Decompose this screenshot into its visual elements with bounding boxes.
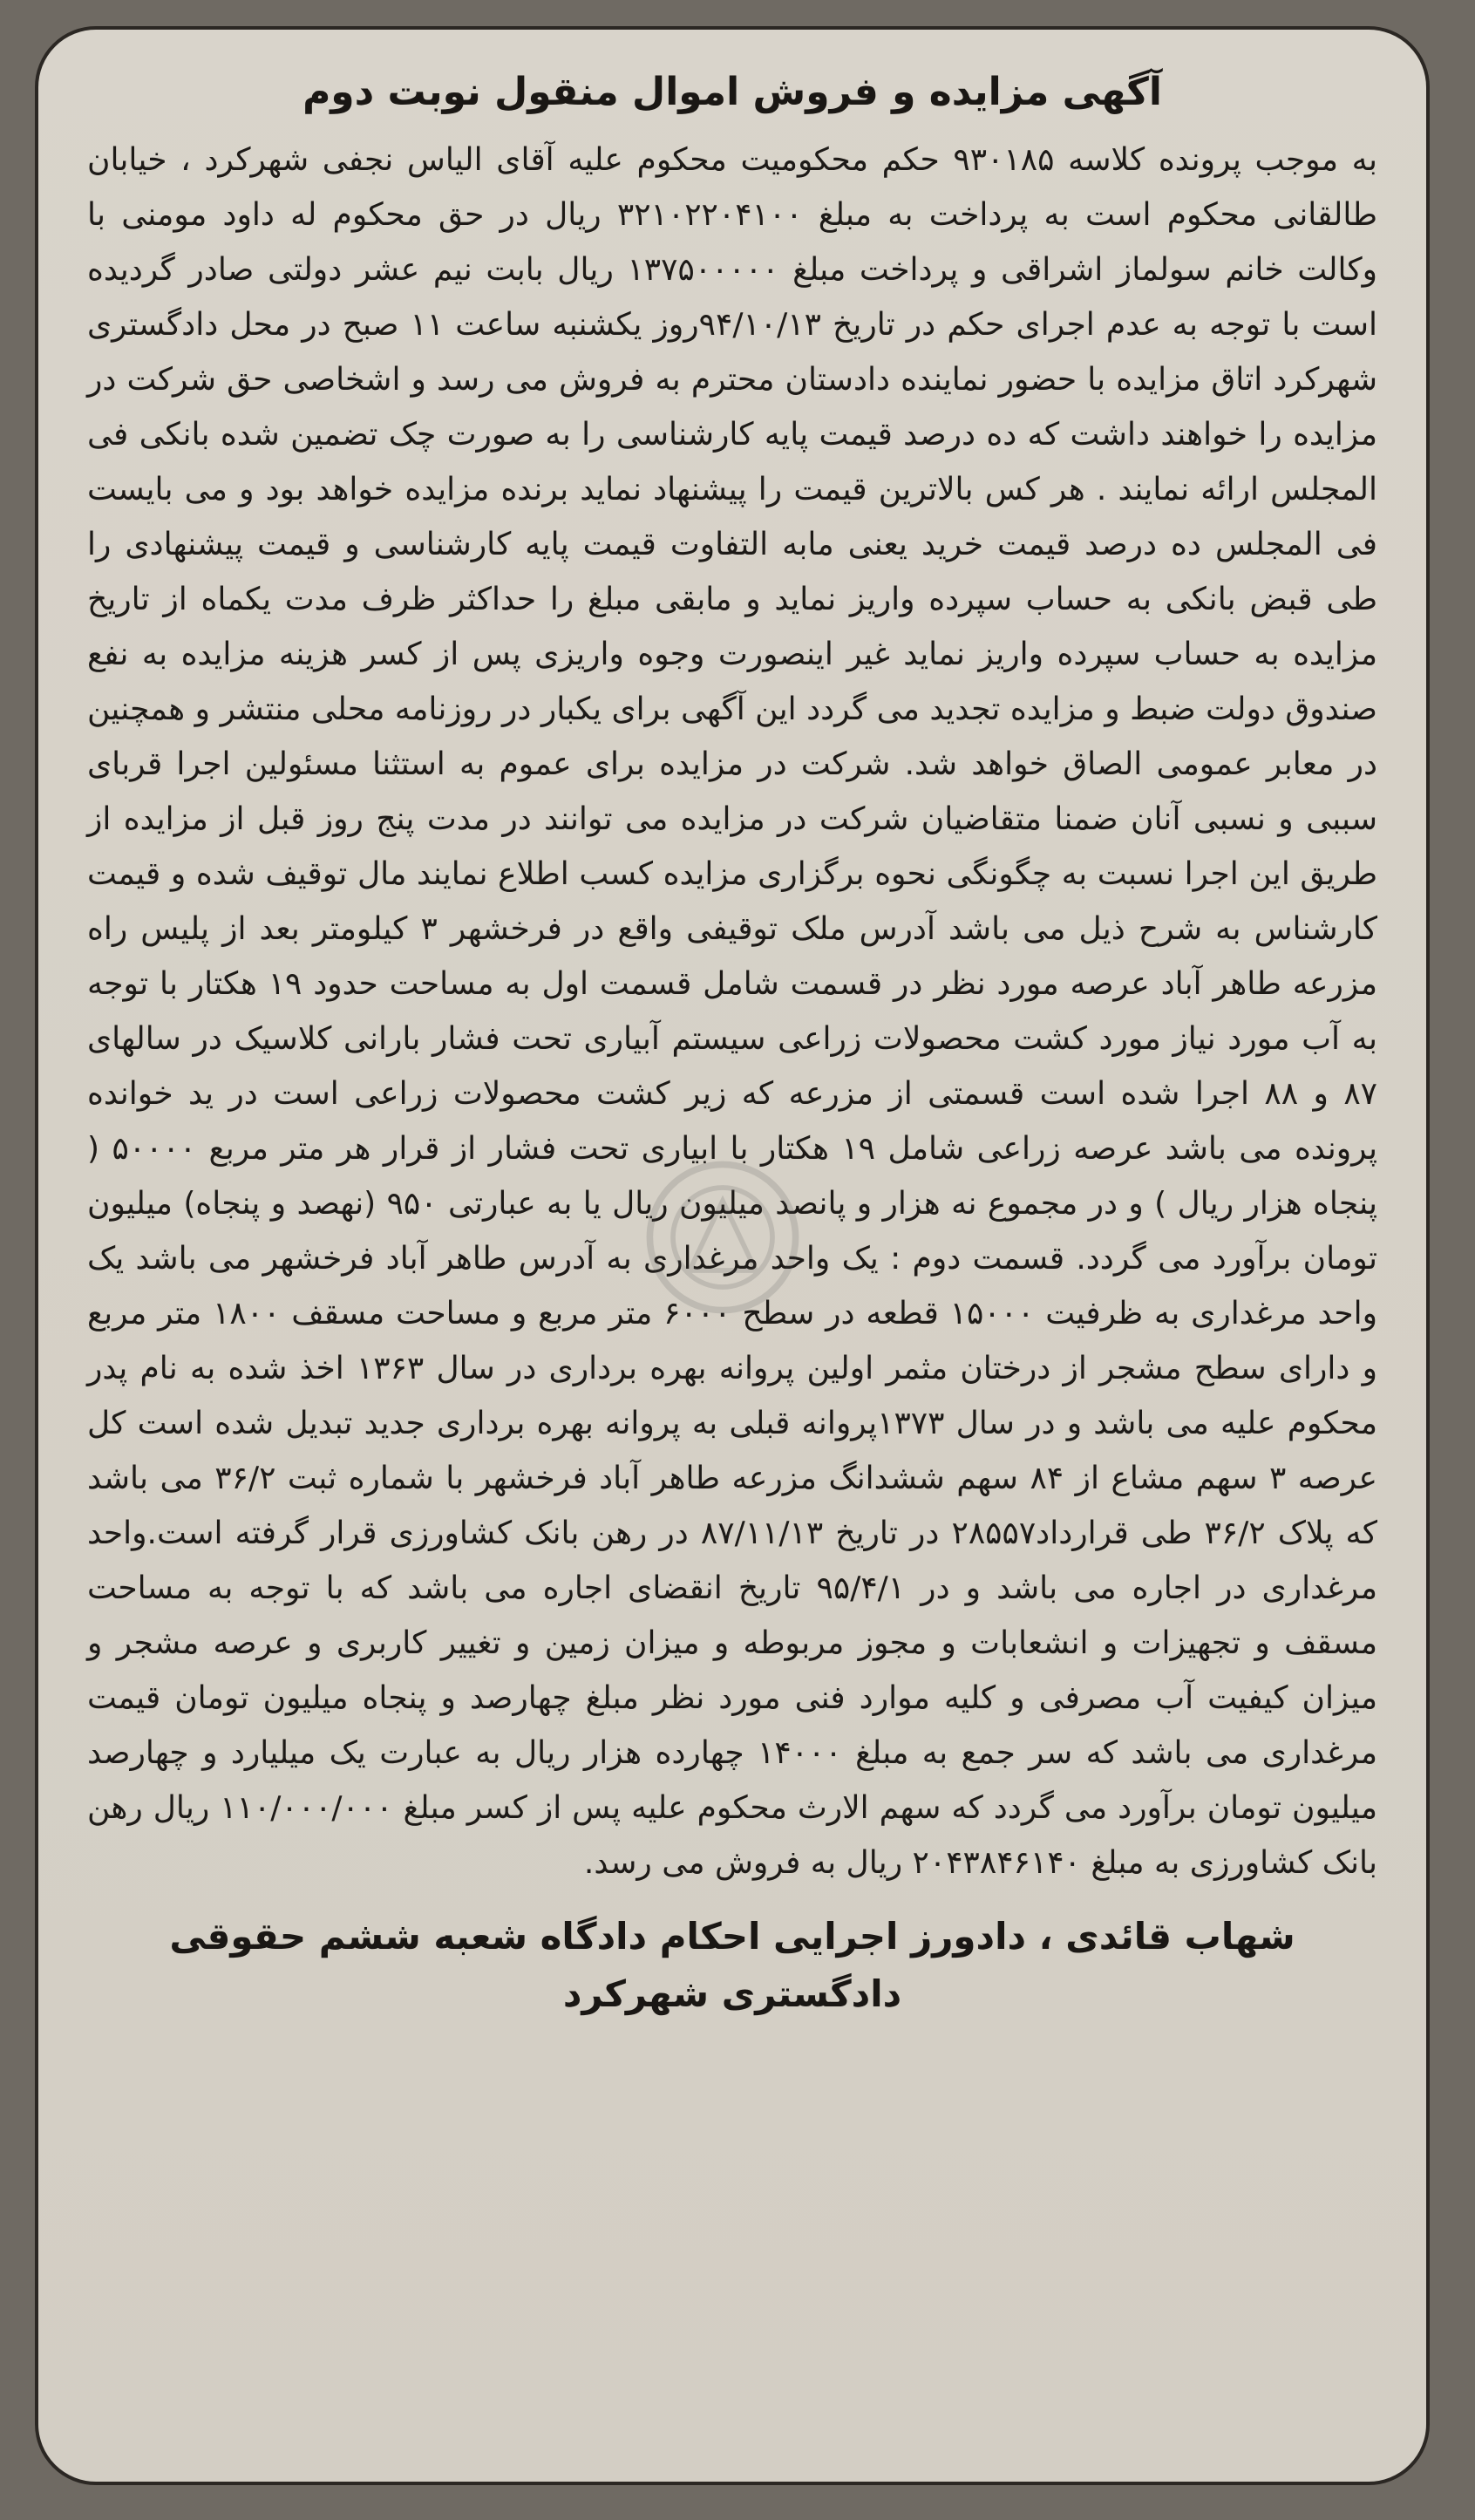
notice-page (35, 26, 1430, 2485)
notice-title: آگهی مزایده و فروش اموال منقول نوبت دوم (302, 70, 1162, 114)
notice-signature: شهاب قائدی ، دادورز اجرایی احکام دادگاه شعبه ششم حقوقی دادگستری شهرکرد (169, 1915, 1295, 2015)
notice-body: به موجب پرونده کلاسه ۹۳۰۱۸۵ حکم محکومیت محکوم علیه آقای الیاس نجفی شهرکرد ، خیابان طالقانی محکوم است به پرداخت به مبلغ ۳۲۱۰۲۲۰۴۱۰۰ ریال در حق محکوم له داود مومنی با وکالت خانم سولماز اشراقی و پرداخت مبلغ ۱۳۷۵۰۰۰۰۰ ریال بابت نیم عشر دولتی صادر گردیده است با توجه به عدم اجرای حکم در تاریخ ۹۴/۱۰/۱۳روز یکشنبه ساعت ۱۱ صبح در محل دادگستری شهرکرد اتاق مزایده با حضور نماینده دادستان محترم به فروش می رسد و اشخاصی حق شرکت در مزایده را خواهند داشت که ده درصد قیمت پایه کارشناسی را به صورت چک تضمین شده بانکی فی المجلس ارائه نمایند . هر کس بالاترین قیمت را پیشنهاد نماید برنده مزایده خواهد بود و می بایست فی المجلس ده درصد قیمت خرید یعنی مابه التفاوت قیمت پایه کارشناسی و قیمت پیشنهادی را طی قبض بانکی به حساب سپرده واریز نماید و مابقی مبلغ را حداکثر ظرف مدت یکماه از تاریخ مزایده به حساب سپرده واریز نماید غیر اینصورت وجوه واریزی پس از کسر هزینه مزایده به نفع صندوق دولت ضبط و مزایده تجدید می گردد این آگهی برای یکبار در روزنامه محلی منتشر و همچنین در معابر عمومی الصاق خواهد شد. شرکت در مزایده برای عموم به استثنا مسئولین اجرا قربای سببی و نسبی آنان ضمنا متقاضیان شرکت در مزایده می توانند در مدت پنج روز قبل از مزایده از طریق این اجرا نسبت به چگونگی نحوه برگزاری مزایده کسب اطلاع نمایند مال توقیف شده و قیمت کارشناس به شرح ذیل می باشد آدرس ملک توقیفی واقع در فرخشهر ۳ کیلومتر بعد از پلیس راه مزرعه طاهر آباد عرصه مورد نظر در قسمت شامل قسمت اول به مساحت حدود ۱۹ هکتار با توجه به آب مورد نیاز مورد کشت محصولات زراعی سیستم آبیاری تحت فشار بارانی کلاسیک در سالهای ۸۷ و ۸۸ اجرا شده است قسمتی از مزرعه که زیر کشت محصولات زراعی است در ید خوانده پرونده می باشد عرصه زراعی شامل ۱۹ هکتار با ابیاری تحت فشار از قرار هر متر مربع ۵۰۰۰۰ ( پنجاه هزار ریال ) و در مجموع نه هزار و پانصد میلیون ریال یا به عبارتی ۹۵۰ (نهصد و پنجاه) میلیون تومان برآورد می گردد. قسمت دوم : یک واحد مرغداری به آدرس طاهر آباد فرخشهر می باشد یک واحد مرغداری به ظرفیت ۱۵۰۰۰ قطعه در سطح ۶۰۰۰ متر مربع و مساحت مسقف ۱۸۰۰ متر مربع و دارای سطح مشجر از درختان مثمر اولین پروانه بهره برداری در سال ۱۳۶۳ اخذ شده به نام پدر محکوم علیه می باشد و در سال ۱۳۷۳پروانه قبلی به پروانه بهره برداری جدید تبدیل شده است کل عرصه ۳ سهم مشاع از ۸۴ سهم ششدانگ مزرعه طاهر آباد فرخشهر با شماره ثبت ۳۶/۲ می باشد که پلاک ۳۶/۲ طی قرارداد۲۸۵۵۷ در تاریخ ۸۷/۱۱/۱۳ در رهن بانک کشاورزی قرار گرفته است.واحد مرغداری در اجاره می باشد و در ۹۵/۴/۱ تاریخ انقضای اجاره می باشد که با توجه به مساحت مسقف و تجهیزات و انشعابات و مجوز مربوطه و میزان زمین و تغییر کاربری و عرصه مشجر و میزان کیفیت آب مصرفی و کلیه موارد فنی مورد نظر مبلغ چهارصد و پنجاه میلیون تومان قیمت مرغداری می باشد که سر جمع به مبلغ ۱۴۰۰۰ چهارده هزار ریال به عبارت یک میلیارد و چهارصد میلیون تومان برآورد می گردد که سهم الارث محکوم علیه پس از کسر مبلغ ۱۱۰/۰۰۰/۰۰۰ ریال رهن بانک کشاورزی به مبلغ ۲۰۴۳۸۴۶۱۴۰ ریال به فروش می رسد. (87, 142, 1378, 1881)
